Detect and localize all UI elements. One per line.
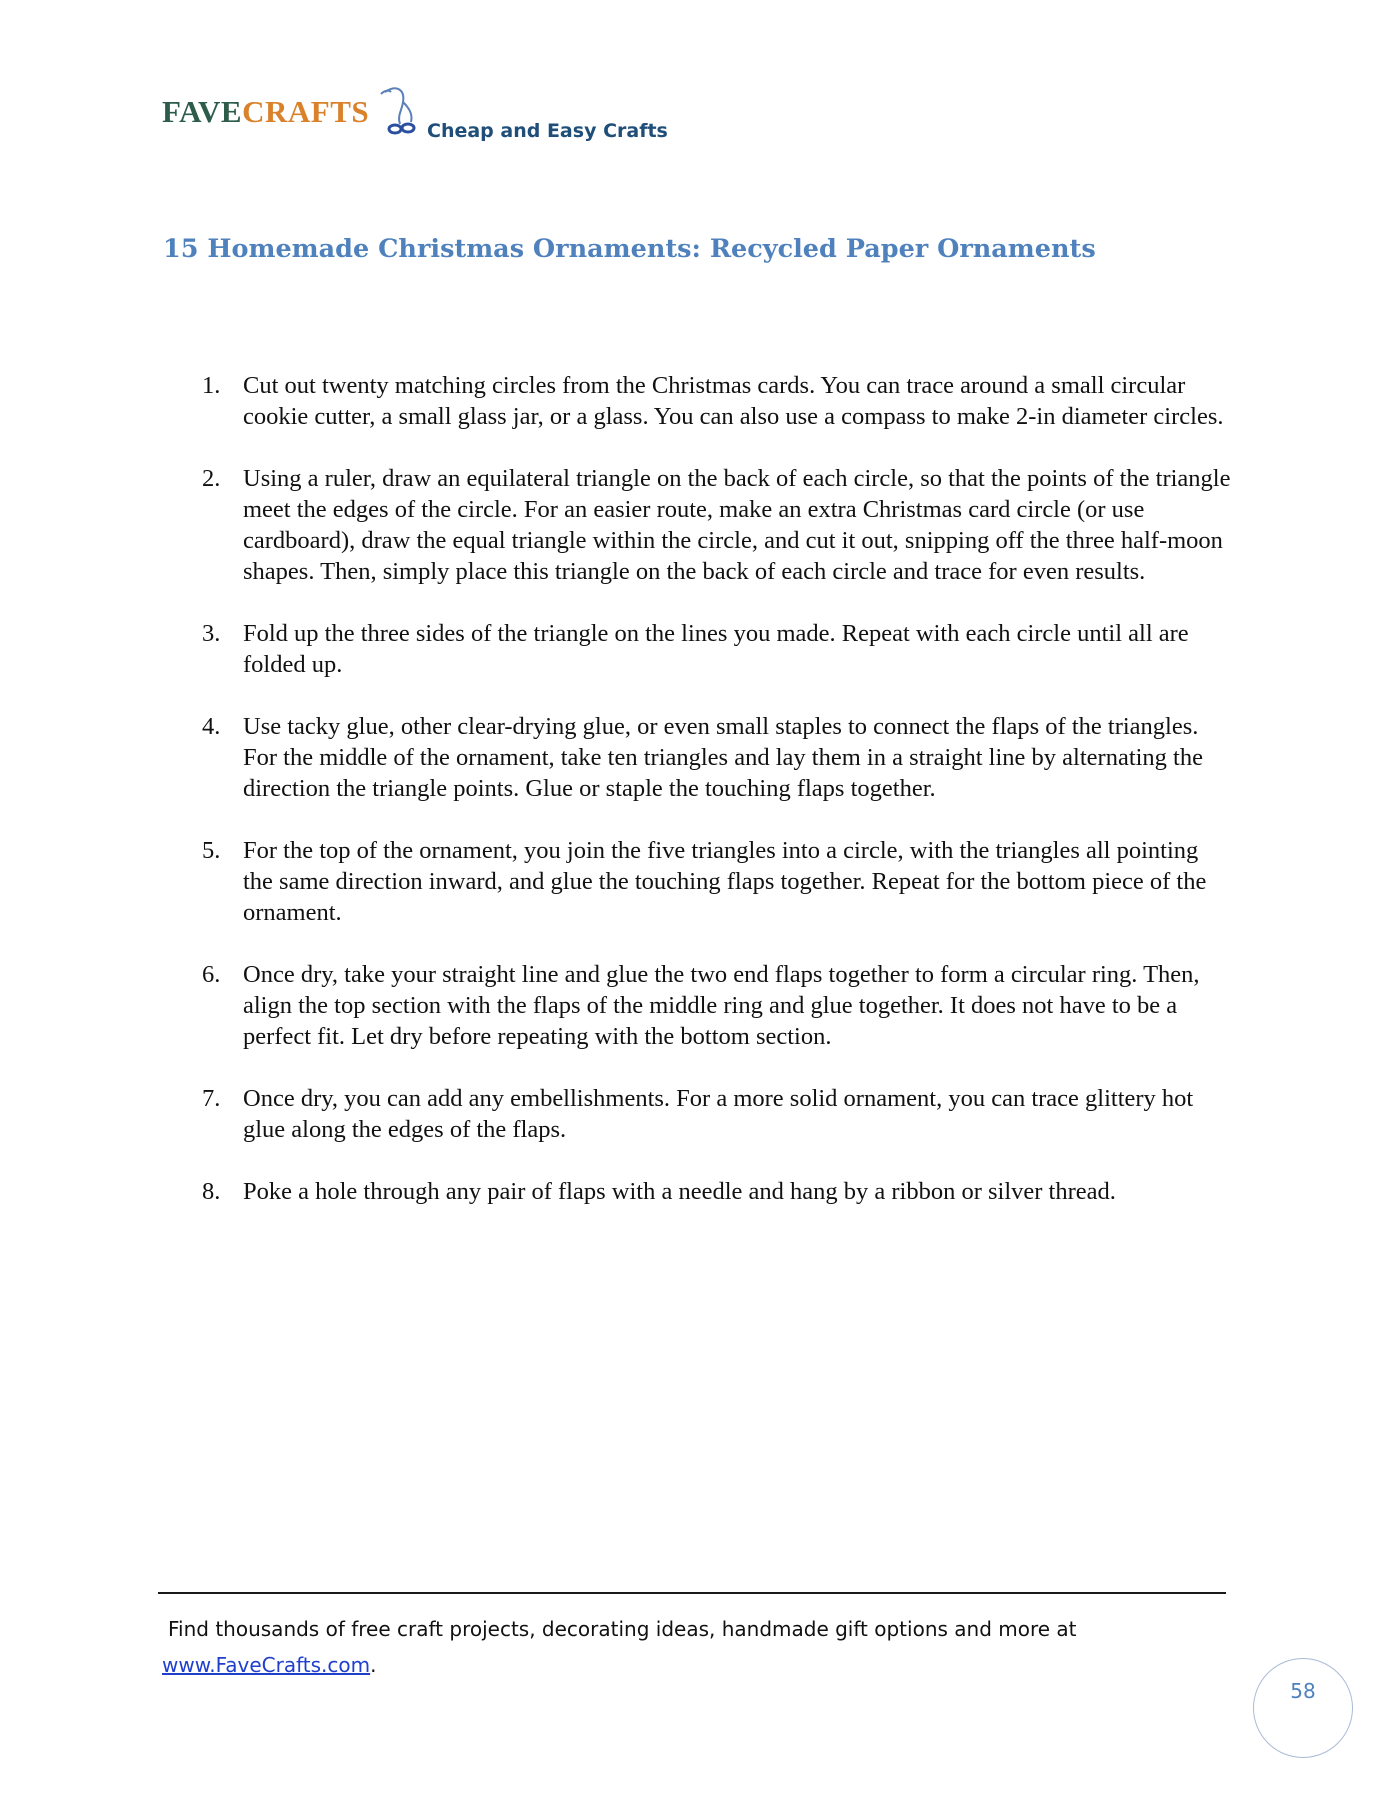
step-number: 4. xyxy=(202,713,221,740)
footer-text: Find thousands of free craft projects, decorating ideas, handmade gift options and more at xyxy=(168,1617,1077,1641)
scissors-logo-icon xyxy=(367,82,427,142)
step-text: Once dry, you can add any embellishments. For a more solid ornament, you can trace glittery hot glue along the edges of the flaps. xyxy=(243,1085,1194,1143)
favecrafts-link[interactable]: www.FaveCrafts.com xyxy=(162,1653,371,1677)
step-number: 6. xyxy=(202,961,221,988)
step-text: Using a ruler, draw an equilateral triangle on the back of each circle, so that the points of the triangle meet the edges of the circle. For an easier route, make an extra Christmas card circle (or use cardboard), draw the equal triangle within the circle, and cut it out, snipping off the three half-moon shapes. Then, simply place this triangle on the back of each circle and trace for even results. xyxy=(243,465,1231,585)
logo-fave-text: FAVE xyxy=(162,94,243,129)
site-header xyxy=(162,82,762,152)
list-item xyxy=(202,370,1233,432)
list-item xyxy=(202,618,1233,680)
page-number: 58 xyxy=(1290,1679,1316,1703)
step-number: 2. xyxy=(202,465,221,492)
page-title: 15 Homemade Christmas Ornaments: Recycled Paper Ornaments xyxy=(163,234,1096,264)
instruction-list xyxy=(202,370,1233,1238)
footer-divider xyxy=(158,1592,1226,1594)
step-text: Fold up the three sides of the triangle on the lines you made. Repeat with each circle until all are folded up. xyxy=(243,620,1189,678)
step-text: For the top of the ornament, you join the five triangles into a circle, with the triangles all pointing the same direction inward, and glue the touching flaps together. Repeat for the bottom piece of the ornament. xyxy=(243,837,1207,926)
list-item xyxy=(202,959,1233,1052)
step-number: 7. xyxy=(202,1085,221,1112)
step-number: 1. xyxy=(202,372,221,399)
step-text: Poke a hole through any pair of flaps with a needle and hang by a ribbon or silver thread. xyxy=(243,1178,1116,1205)
list-item xyxy=(202,711,1233,804)
step-number: 8. xyxy=(202,1178,221,1205)
list-item xyxy=(202,1176,1233,1207)
footer-link-line xyxy=(162,1653,376,1677)
logo-crafts-text: CRAFTS xyxy=(242,94,370,129)
list-item xyxy=(202,835,1233,928)
step-number: 5. xyxy=(202,837,221,864)
step-text: Once dry, take your straight line and glue the two end flaps together to form a circular ring. Then, align the top section with the flaps of the middle ring and glue together. It does not have to be a perfect fit. Let dry before repeating with the bottom section. xyxy=(243,961,1200,1050)
favecrafts-logo[interactable] xyxy=(162,94,369,130)
list-item xyxy=(202,1083,1233,1145)
step-text: Cut out twenty matching circles from the Christmas cards. You can trace around a small circular cookie cutter, a small glass jar, or a glass. You can also use a compass to make 2-in diameter circles. xyxy=(243,372,1224,430)
footer-link-suffix: . xyxy=(370,1653,377,1677)
list-item xyxy=(202,463,1233,587)
tagline: Cheap and Easy Crafts xyxy=(427,120,668,142)
step-number: 3. xyxy=(202,620,221,647)
step-text: Use tacky glue, other clear-drying glue, or even small staples to connect the flaps of the triangles. For the middle of the ornament, take ten triangles and lay them in a straight line by alternating the direction the triangle points. Glue or staple the touching flaps together. xyxy=(243,713,1203,802)
page-number-badge xyxy=(1253,1658,1353,1758)
